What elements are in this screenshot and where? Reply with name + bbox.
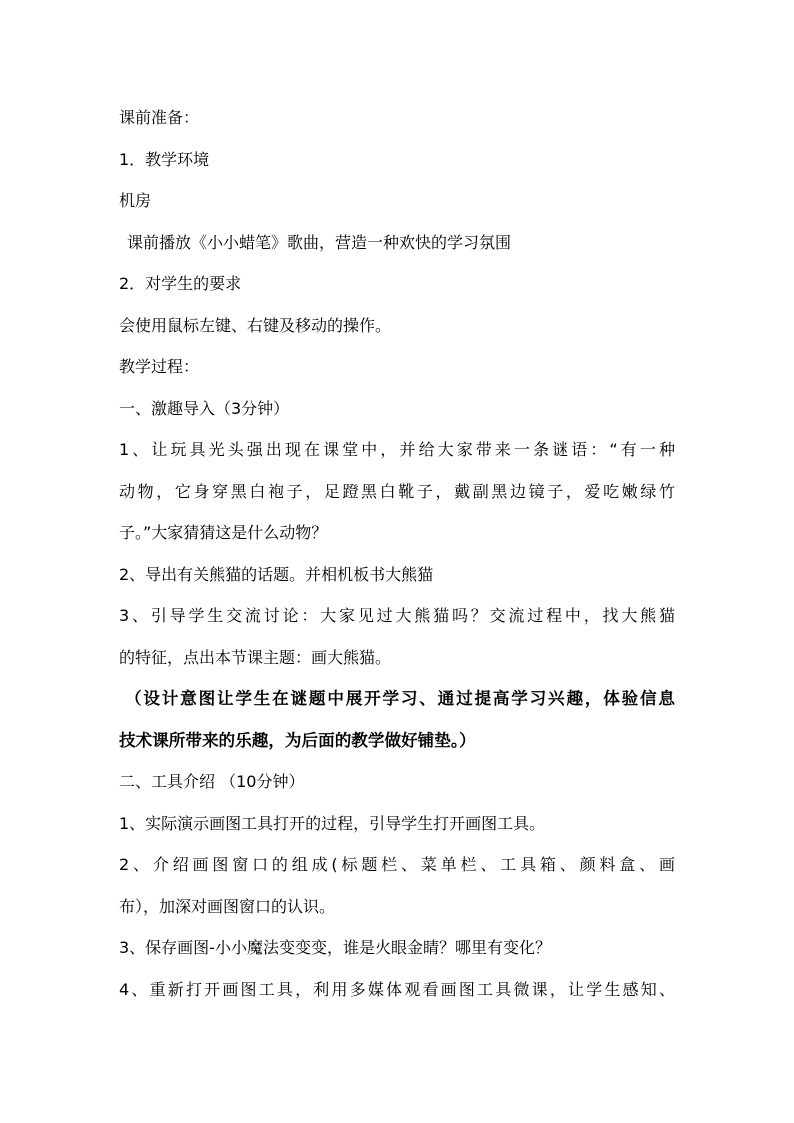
paragraph-discussion-line-1: 3、引导学生交流讨论：大家见过大熊猫吗？交流过程中，找大熊猫 [119, 606, 675, 625]
design-intent-line-2: 技术课所带来的乐趣，为后面的教学做好铺垫。） [119, 731, 476, 750]
design-intent-line-1: （设计意图让学生在谜题中展开学习、通过提高学习兴趣，体验信息 [125, 689, 675, 708]
section-tool-introduction: 二、工具介绍 （10分钟） [119, 772, 305, 791]
paragraph-riddle-line-2: 动物，它身穿黑白袍子，足蹬黑白靴子，戴副黑边镜子，爱吃嫩绿竹 [119, 482, 675, 501]
text-computer-room: 机房 [119, 191, 152, 210]
text-open-paint-tool: 1、实际演示画图工具打开的过程，引导学生打开画图工具。 [119, 814, 546, 833]
paragraph-window-parts-line-1: 2、介绍画图窗口的组成(标题栏、菜单栏、工具箱、颜料盒、画 [119, 855, 675, 874]
paragraph-riddle-line-1: 1、让玩具光头强出现在课堂中，并给大家带来一条谜语：“有一种 [119, 440, 675, 459]
heading-teaching-process: 教学过程： [119, 357, 200, 376]
item-student-requirements: 2．对学生的要求 [119, 274, 242, 293]
section-introduction: 一、激趣导入（3分钟） [119, 399, 290, 418]
text-pre-class-song: 课前播放《小小蜡笔》歌曲，营造一种欢快的学习氛围 [127, 233, 512, 252]
paragraph-riddle-line-3: 子。”大家猜猜这是什么动物？ [119, 523, 328, 542]
item-teaching-environment: 1．教学环境 [119, 150, 210, 169]
text-save-drawing: 3、保存画图-小小魔法变变变，谁是火眼金睛？哪里有变化？ [119, 938, 551, 957]
text-mouse-skills: 会使用鼠标左键、右键及移动的操作。 [119, 316, 392, 335]
paragraph-discussion-line-2: 的特征，点出本节课主题：画大熊猫。 [119, 648, 392, 667]
paragraph-window-parts-line-2: 布），加深对画图窗口的认识。 [119, 897, 336, 916]
text-panda-topic: 2、导出有关熊猫的话题。并相机板书大熊猫 [119, 565, 434, 584]
heading-class-preparation: 课前准备： [119, 108, 200, 127]
text-reopen-paint-tool: 4、重新打开画图工具，利用多媒体观看画图工具微课，让学生感知、 [119, 980, 675, 999]
